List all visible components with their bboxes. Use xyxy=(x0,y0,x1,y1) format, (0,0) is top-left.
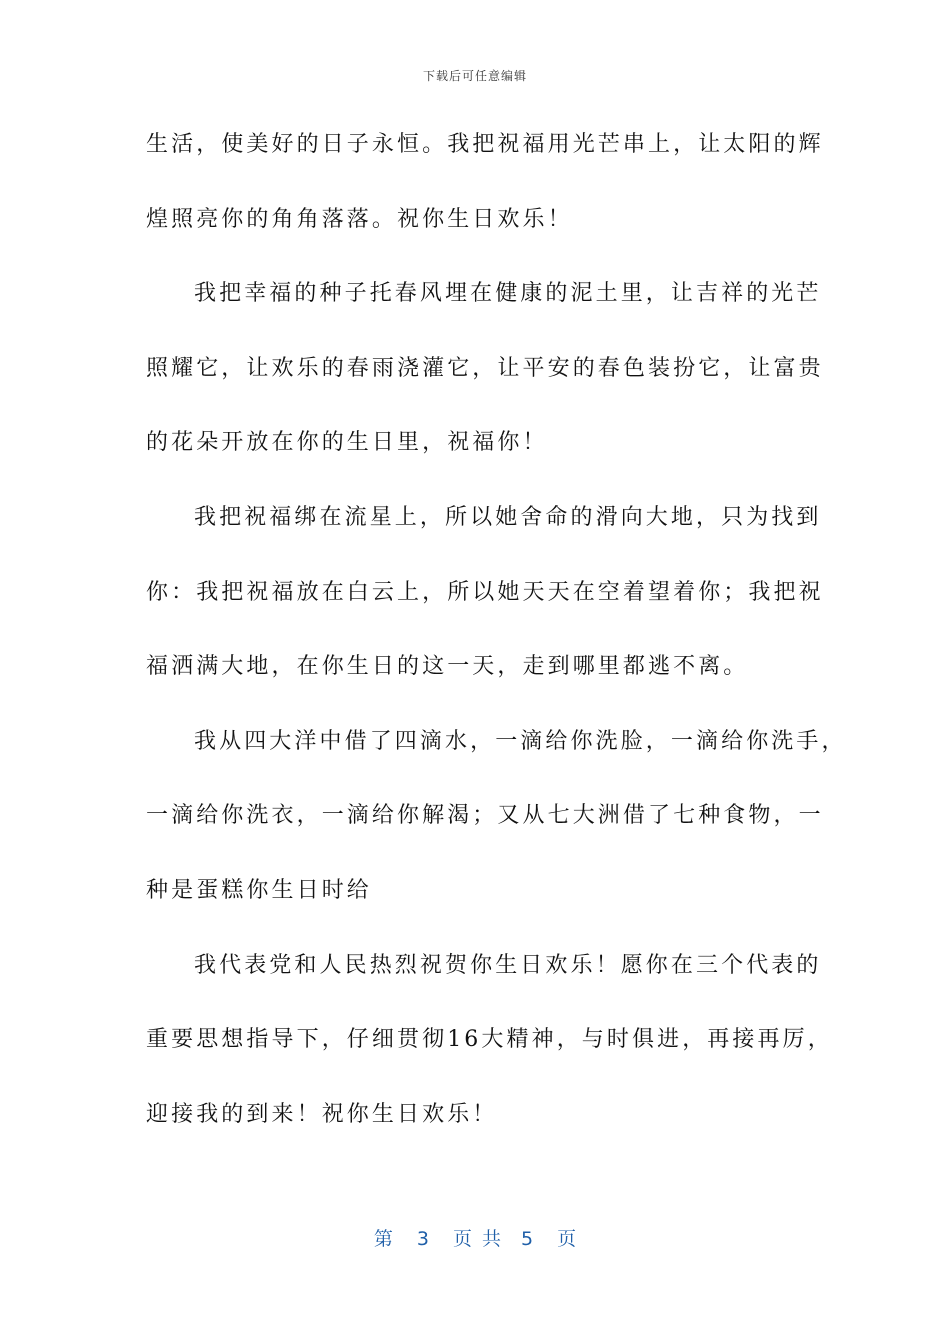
page-footer xyxy=(0,1224,950,1251)
paragraph-3-line-3: 福洒满大地，在你生日的这一天，走到哪里都逃不离。 xyxy=(146,654,749,680)
paragraph-2-line-3: 的花朵开放在你的生日里，祝福你！ xyxy=(146,430,548,456)
paragraph-2-line-2: 照耀它，让欢乐的春雨浇灌它，让平安的春色装扮它，让富贵 xyxy=(146,355,824,381)
paragraph-4-line-2: 一滴给你洗衣，一滴给你解渴；又从七大洲借了七种食物，一 xyxy=(146,803,824,829)
paragraph-3-line-1: 我把祝福绑在流星上，所以她舍命的滑向大地，只为找到 xyxy=(194,504,822,530)
paragraph-1-line-1: 生活，使美好的日子永恒。我把祝福用光芒串上，让太阳的辉 xyxy=(146,132,824,157)
footer-prefix: 第 xyxy=(373,1228,393,1250)
footer-suffix: 页 xyxy=(557,1228,577,1250)
paragraph-2-line-1: 我把幸福的种子托春风埋在健康的泥土里，让吉祥的光芒 xyxy=(194,281,822,307)
footer-total-pages: 5 xyxy=(521,1228,534,1250)
paragraph-5-line-1: 我代表党和人民热烈祝贺你生日欢乐！愿你在三个代表的 xyxy=(194,952,822,978)
footer-middle: 页共 xyxy=(452,1228,511,1250)
paragraph-3-line-2: 你：我把祝福放在白云上，所以她天天在空着望着你；我把祝 xyxy=(146,579,824,605)
document-body xyxy=(146,118,847,1162)
paragraph-5-line-3: 迎接我的到来！祝你生日欢乐！ xyxy=(146,1101,498,1127)
paragraph-1-line-2: 煌照亮你的角角落落。祝你生日欢乐！ xyxy=(146,206,573,232)
header-note: 下载后可任意编辑 xyxy=(422,69,527,83)
footer-current-page: 3 xyxy=(416,1228,429,1250)
paragraph-4-line-1: 我从四大洋中借了四滴水，一滴给你洗脸，一滴给你洗手， xyxy=(194,728,847,754)
paragraph-5-line-2: 重要思想指导下，仔细贯彻16大精神，与时俱进，再接再厉， xyxy=(146,1027,833,1053)
paragraph-4-line-3: 种是蛋糕你生日时给 xyxy=(146,877,372,903)
